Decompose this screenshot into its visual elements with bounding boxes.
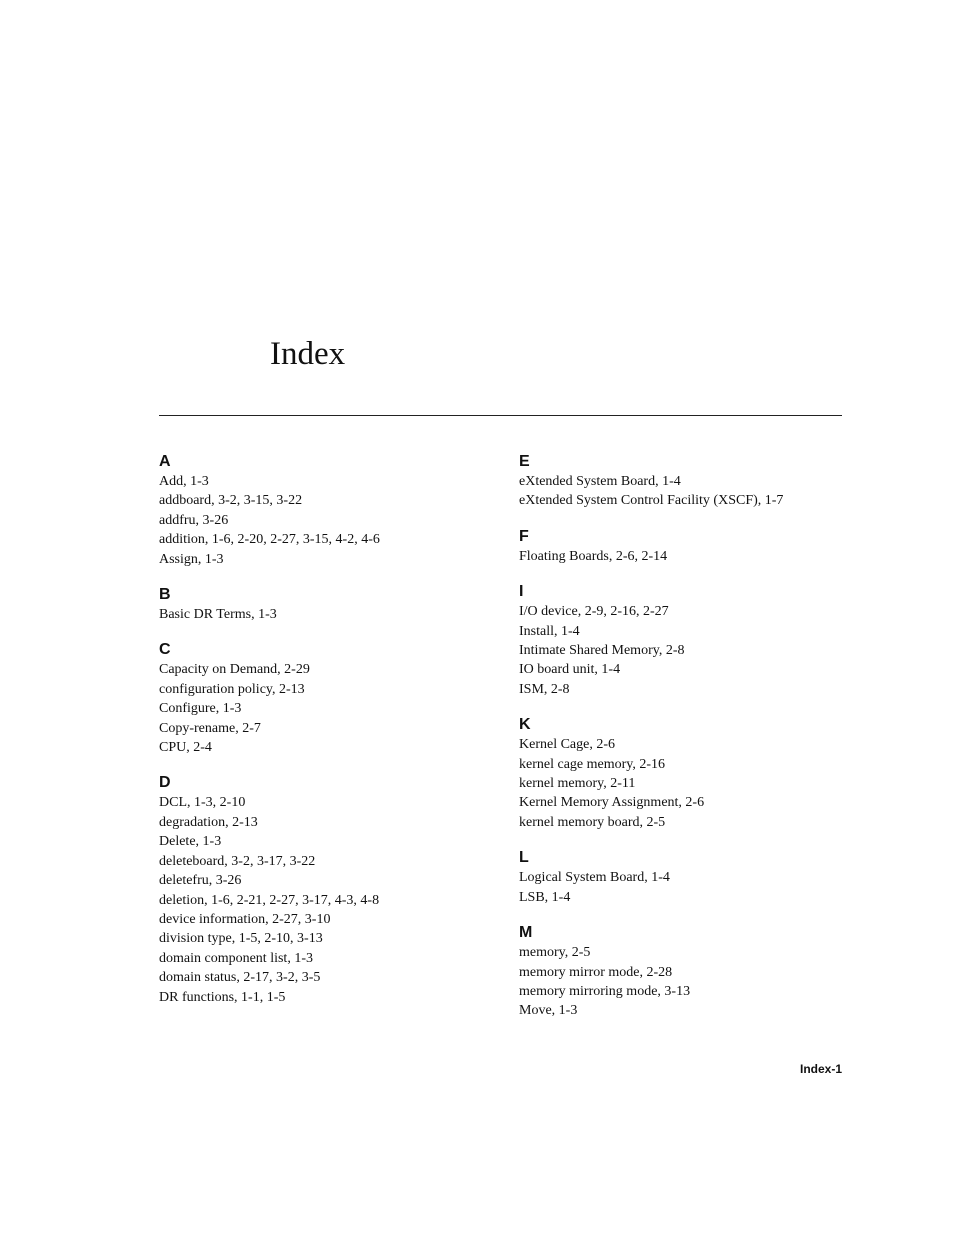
index-entry: degradation, 2-13 [159,814,258,830]
index-entry: I/O device, 2-9, 2-16, 2-27 [519,604,669,620]
index-entry: Install, 1-4 [519,623,580,639]
index-entry: addfru, 3-26 [159,512,229,528]
section-letter: B [159,586,171,604]
section-letter: L [519,849,529,867]
index-entry: Floating Boards, 2-6, 2-14 [519,548,668,564]
section-letter: K [519,716,531,734]
section-letter: I [519,583,524,601]
index-entry: domain status, 2-17, 3-2, 3-5 [159,970,321,986]
index-entry: ISM, 2-8 [519,681,570,697]
index-entry: division type, 1-5, 2-10, 3-13 [159,931,323,947]
index-column-left [159,452,499,1023]
title-rule [159,415,842,416]
index-entry: eXtended System Board, 1-4 [519,474,681,489]
section-letter: C [159,641,171,659]
index-section-i [519,582,859,699]
index-entry: Intimate Shared Memory, 2-8 [519,643,685,659]
index-section-l [519,848,859,907]
index-entry: CPU, 2-4 [159,740,212,756]
index-entry: kernel cage memory, 2-16 [519,756,666,772]
index-entry: Basic DR Terms, 1-3 [159,607,277,623]
section-letter: F [519,527,529,545]
index-entry: deletion, 1-6, 2-21, 2-27, 3-17, 4-3, 4-8 [159,892,380,908]
index-entry: DCL, 1-3, 2-10 [159,795,246,811]
index-section-c [159,640,499,757]
index-entry: Assign, 1-3 [159,551,224,567]
index-entry: device information, 2-27, 3-10 [159,911,331,927]
index-section-m [519,923,859,1021]
index-entry: deletefru, 3-26 [159,873,242,889]
index-entry: eXtended System Control Facility (XSCF), 1-7 [519,493,784,509]
index-section-e [519,452,859,511]
index-entry: memory mirroring mode, 3-13 [519,983,691,999]
section-letter: D [159,774,171,792]
index-entry: LSB, 1-4 [519,889,571,905]
index-entry: configuration policy, 2-13 [159,681,305,697]
index-entry: DR functions, 1-1, 1-5 [159,989,286,1005]
section-letter: A [159,453,171,470]
index-entry: addboard, 3-2, 3-15, 3-22 [159,493,303,509]
index-entry: Move, 1-3 [519,1003,578,1019]
index-entry: Configure, 1-3 [159,701,242,717]
index-entry: domain component list, 1-3 [159,950,313,966]
index-entry: Logical System Board, 1-4 [519,870,670,886]
index-entry: kernel memory, 2-11 [519,776,636,792]
index-section-b [159,585,499,624]
page-number: Index-1 [799,1062,842,1076]
index-section-d [159,773,499,1006]
index-entry: deleteboard, 3-2, 3-17, 3-22 [159,853,316,869]
section-letter: E [519,453,530,470]
index-entry: Add, 1-3 [159,474,209,489]
index-section-k [519,715,859,832]
index-section-a [159,452,499,569]
index-entry: Kernel Cage, 2-6 [519,737,616,753]
index-column-right [519,452,859,1037]
index-entry: Delete, 1-3 [159,834,222,850]
index-entry: Copy-rename, 2-7 [159,720,261,736]
index-entry: Capacity on Demand, 2-29 [159,662,310,678]
index-entry: memory, 2-5 [519,945,591,961]
page-title: Index [270,336,346,372]
index-entry: addition, 1-6, 2-20, 2-27, 3-15, 4-2, 4-6 [159,532,380,548]
index-entry: memory mirror mode, 2-28 [519,964,673,980]
index-entry: IO board unit, 1-4 [519,662,621,678]
index-section-f [519,527,859,566]
index-entry: kernel memory board, 2-5 [519,814,666,830]
section-letter: M [519,924,533,942]
index-entry: Kernel Memory Assignment, 2-6 [519,795,705,811]
